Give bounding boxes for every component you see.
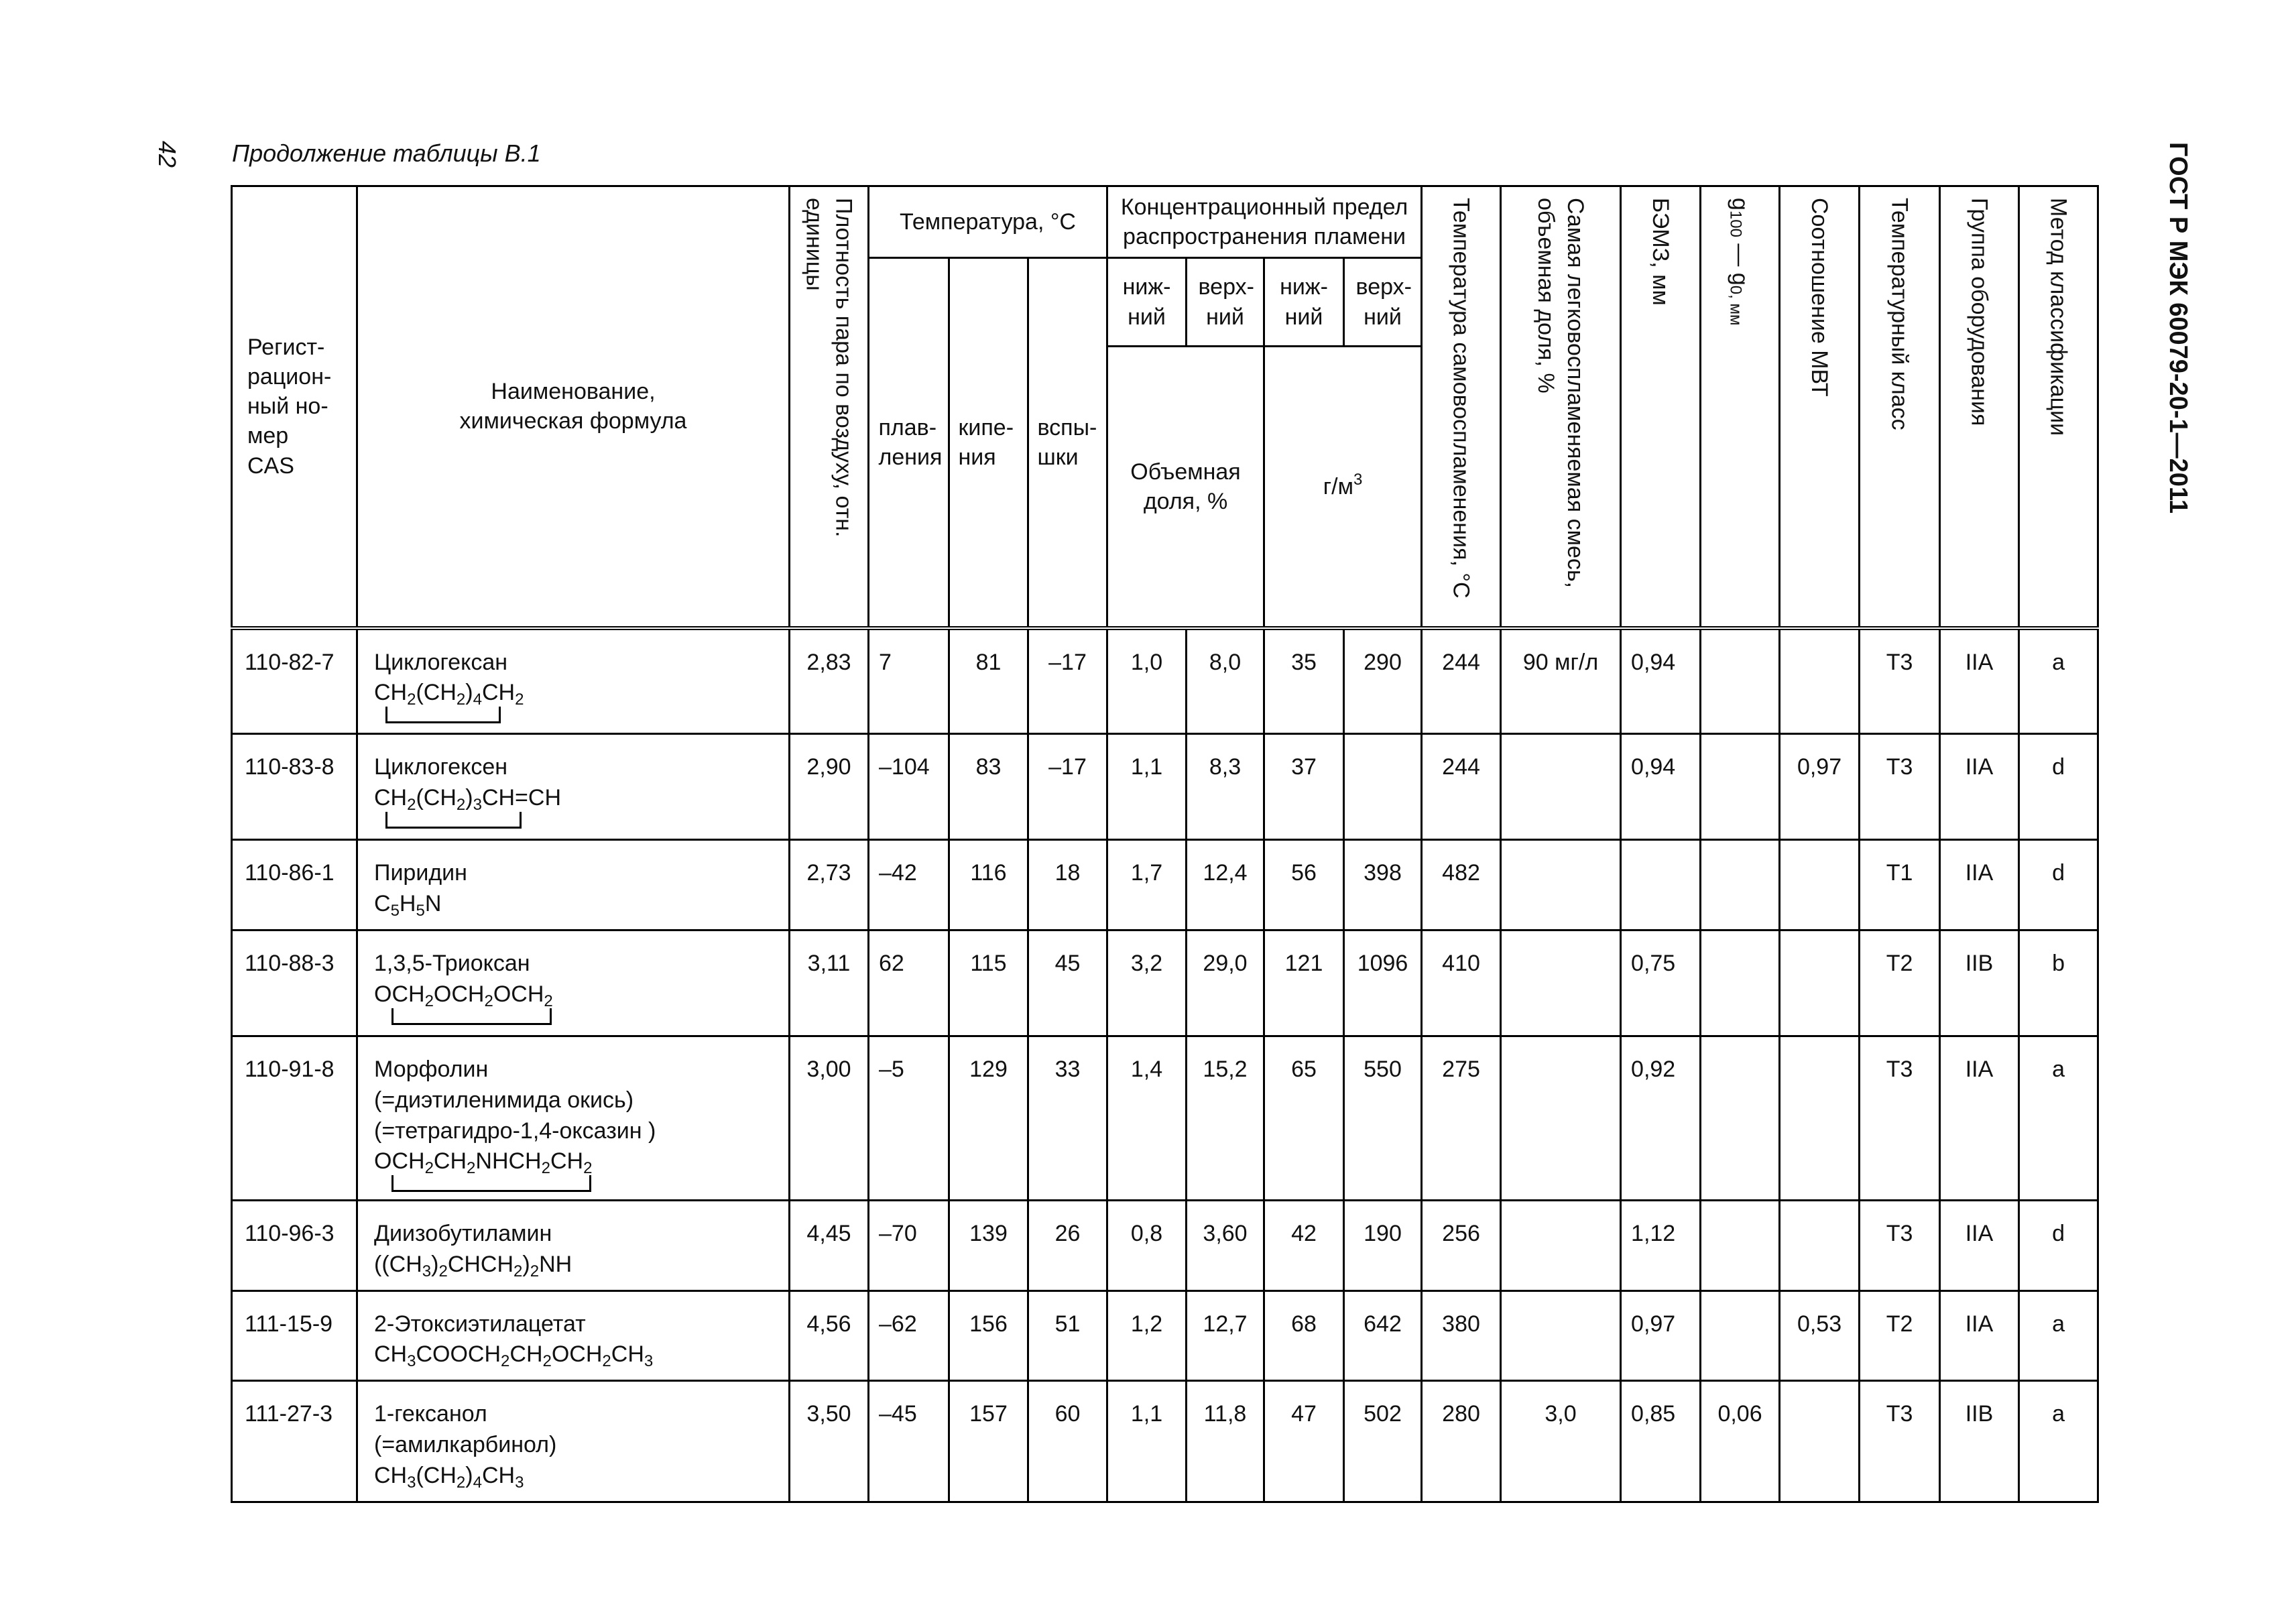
chemical-formula: $CH_2(CH_2)_3CH=CH$ [374,783,561,823]
cell-tclass: Т2 [1860,930,1940,1036]
cell-g [1701,628,1780,734]
cell-boil: 116 [949,840,1028,930]
cell-density: 3,11 [790,930,869,1036]
table-row [232,840,2098,930]
cell-lvol: 0,8 [1107,1200,1187,1290]
cell-uvol: 11,8 [1187,1381,1264,1502]
cell-lvol: 1,0 [1107,628,1187,734]
data-table [231,185,2099,1503]
cell-mim [1501,1200,1621,1290]
header-cas: Регист-рацион-ный но-мер CAS [232,186,357,628]
cell-ug: 290 [1344,628,1422,734]
cell-melt: –70 [869,1200,949,1290]
cell-uvol: 29,0 [1187,930,1264,1036]
table-row [232,1381,2098,1502]
cell-mim [1501,1290,1621,1381]
cell-lg: 56 [1264,840,1344,930]
cell-mic [1780,1200,1860,1290]
ring-bond [391,1008,552,1025]
cell-flash: 51 [1028,1290,1107,1381]
cell-lvol: 1,1 [1107,734,1187,840]
cell-density: 4,45 [790,1200,869,1290]
header-mic-ratio: Соотношение МВТ [1780,186,1860,628]
cell-cas: 110-91-8 [232,1036,357,1200]
cell-method: d [2019,840,2098,930]
cell-method: d [2019,1200,2098,1290]
cell-melt: –5 [869,1036,949,1200]
cell-uvol: 8,3 [1187,734,1264,840]
ring-bond [391,1175,591,1192]
cell-mic [1780,1381,1860,1502]
header-boiling: кипе-ния [949,258,1028,628]
table-row [232,628,2098,734]
cell-tclass: Т3 [1860,1200,1940,1290]
cell-method: b [2019,930,2098,1036]
cell-flash: 45 [1028,930,1107,1036]
cell-tclass: Т3 [1860,1036,1940,1200]
cell-melt: 7 [869,628,949,734]
cell-cas: 111-15-9 [232,1290,357,1381]
table-row [232,930,2098,1036]
cell-ait: 275 [1422,1036,1501,1200]
cell-lvol: 1,7 [1107,840,1187,930]
cell-mesg: 0,97 [1621,1290,1701,1381]
cell-ug: 502 [1344,1381,1422,1502]
cell-boil: 81 [949,628,1028,734]
cell-g [1701,930,1780,1036]
cell-density: 3,50 [790,1381,869,1502]
cell-density: 2,73 [790,840,869,930]
cell-lvol: 1,2 [1107,1290,1187,1381]
cell-boil: 156 [949,1290,1028,1381]
cell-uvol: 12,4 [1187,840,1264,930]
cell-uvol: 8,0 [1187,628,1264,734]
chemical-formula: $CH_2(CH_2)_4CH_2$ [374,678,524,718]
cell-ait: 244 [1422,628,1501,734]
header-autoignition: Температура самовоспламенения, °С [1422,186,1501,628]
cell-cas: 110-96-3 [232,1200,357,1290]
table-row [232,1290,2098,1381]
cell-uvol: 15,2 [1187,1036,1264,1200]
table-caption: Продолжение таблицы В.1 [232,139,541,167]
cell-mim: 3,0 [1501,1381,1621,1502]
cell-lvol: 1,4 [1107,1036,1187,1200]
cell-name: 1-гексанол (=амилкарбинол) $CH_3(CH_2)_4CH_3$ [357,1381,790,1502]
cell-mesg: 0,94 [1621,628,1701,734]
cell-mic [1780,930,1860,1036]
ring-bond [385,707,501,723]
cell-g [1701,1200,1780,1290]
cell-mesg: 0,85 [1621,1381,1701,1502]
page-number: 42 [154,141,181,168]
cell-mesg: 0,92 [1621,1036,1701,1200]
cell-uvol: 3,60 [1187,1200,1264,1290]
cell-ug [1344,734,1422,840]
cell-group: IIA [1940,734,2019,840]
cell-tclass: Т3 [1860,628,1940,734]
chemical-formula: $CH_3(CH_2)_4CH_3$ [374,1463,524,1492]
cell-flash: –17 [1028,628,1107,734]
header-upper-gm3: верх-ний [1344,258,1422,347]
header-temperature: Температура, °С [869,186,1107,258]
cell-lg: 42 [1264,1200,1344,1290]
cell-lvol: 3,2 [1107,930,1187,1036]
cell-cas: 110-82-7 [232,628,357,734]
cell-method: a [2019,1290,2098,1381]
cell-ait: 256 [1422,1200,1501,1290]
cell-mic: 0,97 [1780,734,1860,840]
cell-tclass: Т3 [1860,734,1940,840]
cell-lg: 68 [1264,1290,1344,1381]
cell-cas: 110-83-8 [232,734,357,840]
cell-boil: 139 [949,1200,1028,1290]
cell-melt: –42 [869,840,949,930]
cell-name: Циклогексан $CH_2(CH_2)_4CH_2$ [357,628,790,734]
cell-flash: 26 [1028,1200,1107,1290]
header-temp-class: Температурный класс [1860,186,1940,628]
cell-name: 1,3,5-Триоксан $OCH_2OCH_2OCH_2$ [357,930,790,1036]
chemical-formula: $C_5H_5N$ [374,890,442,920]
cell-g [1701,840,1780,930]
chemical-formula: $CH_3COOCH_2CH_2OCH_2CH_3$ [374,1341,654,1371]
cell-name: Циклогексен $CH_2(CH_2)_3CH=CH$ [357,734,790,840]
cell-mesg: 1,12 [1621,1200,1701,1290]
cell-ug: 398 [1344,840,1422,930]
chemical-formula: $OCH_2OCH_2OCH_2$ [374,979,553,1020]
cell-mic: 0,53 [1780,1290,1860,1381]
header-upper-vol: верх-ний [1187,258,1264,347]
header-equipment-group: Группа оборудования [1940,186,2019,628]
cell-ait: 380 [1422,1290,1501,1381]
cell-density: 4,56 [790,1290,869,1381]
header-lower-vol: ниж-ний [1107,258,1187,347]
header-gm3: $г/м^3$ [1264,347,1422,628]
cell-lg: 47 [1264,1381,1344,1502]
cell-cas: 111-27-3 [232,1381,357,1502]
cell-name: Диизобутиламин $((CH_3)_2CHCH_2)_2NH$ [357,1200,790,1290]
cell-lg: 35 [1264,628,1344,734]
cell-boil: 129 [949,1036,1028,1200]
cell-flash: –17 [1028,734,1107,840]
cell-lg: 121 [1264,930,1344,1036]
header-lower-gm3: ниж-ний [1264,258,1344,347]
cell-mic [1780,840,1860,930]
cell-mesg: 0,75 [1621,930,1701,1036]
cell-density: 3,00 [790,1036,869,1200]
cell-tclass: Т3 [1860,1381,1940,1502]
cell-name: Пиридин $C_5H_5N$ [357,840,790,930]
cell-flash: 18 [1028,840,1107,930]
cell-lvol: 1,1 [1107,1381,1187,1502]
cell-g [1701,1036,1780,1200]
cell-group: IIA [1940,1200,2019,1290]
table-row [232,1036,2098,1200]
cell-g [1701,1290,1780,1381]
cell-method: d [2019,734,2098,840]
header-name: Наименование, химическая формула [357,186,790,628]
cell-lg: 65 [1264,1036,1344,1200]
cell-method: a [2019,1036,2098,1200]
cell-method: a [2019,628,2098,734]
cell-density: 2,83 [790,628,869,734]
cell-melt: –104 [869,734,949,840]
cell-mesg [1621,840,1701,930]
document-id: ГОСТ Р МЭК 60079-20-1—2011 [2164,142,2192,514]
cell-uvol: 12,7 [1187,1290,1264,1381]
chemical-formula: $((CH_3)_2CHCH_2)_2NH$ [374,1251,572,1280]
cell-ait: 482 [1422,840,1501,930]
header-most-ignitable: Самая легковоспламеняемая смесь, объемная доля, % [1501,186,1621,628]
table-row [232,734,2098,840]
cell-melt: –62 [869,1290,949,1381]
ring-bond [385,812,522,829]
cell-melt: –45 [869,1381,949,1502]
chemical-formula: $OCH_2CH_2NHCH_2CH_2$ [374,1146,592,1187]
cell-ait: 244 [1422,734,1501,840]
cell-mim [1501,840,1621,930]
cell-group: IIB [1940,1381,2019,1502]
cell-method: a [2019,1381,2098,1502]
cell-cas: 110-86-1 [232,840,357,930]
cell-group: IIA [1940,1290,2019,1381]
cell-ug: 642 [1344,1290,1422,1381]
cell-group: IIA [1940,840,2019,930]
cell-group: IIA [1940,628,2019,734]
cell-g: 0,06 [1701,1381,1780,1502]
cell-ug: 190 [1344,1200,1422,1290]
cell-cas: 110-88-3 [232,930,357,1036]
cell-boil: 115 [949,930,1028,1036]
cell-ait: 280 [1422,1381,1501,1502]
table-row [232,1200,2098,1290]
cell-tclass: Т2 [1860,1290,1940,1381]
cell-g [1701,734,1780,840]
cell-flash: 60 [1028,1381,1107,1502]
cell-mim [1501,1036,1621,1200]
cell-density: 2,90 [790,734,869,840]
header-g-ratio: $g_{100}$ — $g_{0, мм}$ [1701,186,1780,628]
header-melting: плав-ления [869,258,949,628]
cell-mim: 90 мг/л [1501,628,1621,734]
cell-name: Морфолин (=диэтиленимида окись) (=тетрагидро-1,4-оксазин ) $OCH_2CH_2NHCH_2CH_2$ [357,1036,790,1200]
cell-mim [1501,930,1621,1036]
cell-mim [1501,734,1621,840]
header-concentration: Концентрационный предел распространения пламени [1107,186,1422,258]
cell-boil: 83 [949,734,1028,840]
cell-ug: 550 [1344,1036,1422,1200]
cell-flash: 33 [1028,1036,1107,1200]
cell-name: 2-Этоксиэтилацетат $CH_3COOCH_2CH_2OCH_2CH_3$ [357,1290,790,1381]
cell-group: IIB [1940,930,2019,1036]
cell-boil: 157 [949,1381,1028,1502]
header-volume-fraction: Объемная доля, % [1107,347,1264,628]
cell-tclass: Т1 [1860,840,1940,930]
cell-mesg: 0,94 [1621,734,1701,840]
cell-ug: 1096 [1344,930,1422,1036]
header-mesg: БЭМЗ, мм [1621,186,1701,628]
cell-ait: 410 [1422,930,1501,1036]
cell-group: IIA [1940,1036,2019,1200]
cell-mic [1780,628,1860,734]
cell-mic [1780,1036,1860,1200]
header-method: Метод классификации [2019,186,2098,628]
cell-lg: 37 [1264,734,1344,840]
header-density: Плотность пара по воздуху, отн. единицы [790,186,869,628]
cell-melt: 62 [869,930,949,1036]
header-flash: вспы-шки [1028,258,1107,628]
